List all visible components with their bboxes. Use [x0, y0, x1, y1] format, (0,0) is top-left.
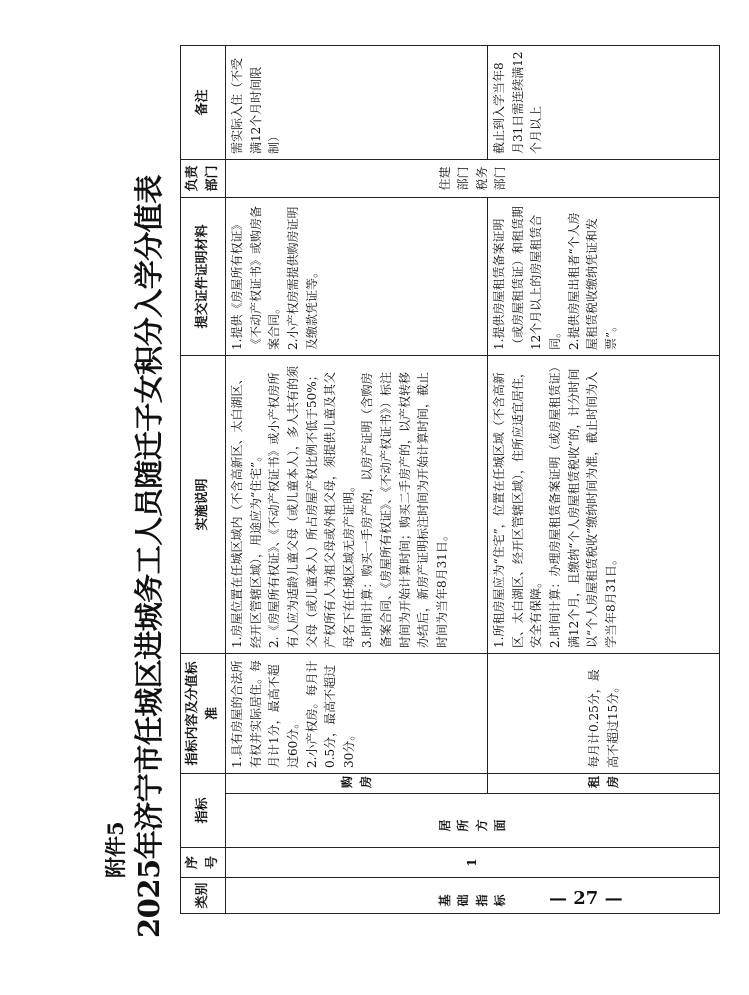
description-purchase: 1.房屋位置在任城区域内（不含高新区、太白湖区、经开区管辖区域），用途应为“住宅”。 2.《房屋所有权证》、《不动产权证书》或小产权房所有人应为适龄儿童父母（或儿童本人），多人共有的须父母（或儿童本人）所占房屋产权比例不低于50%；产权所有人为祖父母或外祖父母，须提供儿童及其父母名下在任城区域无房产证明。 3.时间计算：购买一手房产的，以房产证明（含购房备案合同、《房屋所有权证》、《不动产权证书》）标注时间为开始计算时间；购买二手房产的，以产权转移办结后，新房产证明标注时间为开始计算时间，截止时间为当年8月31日。 — [226, 355, 488, 653]
header-materials: 提交证件证明材料 — [181, 197, 226, 355]
header-remark: 备注 — [181, 45, 226, 159]
page-title: 2025年济宁市任城区进城务工人员随迁子女积分入学分值表 — [132, 175, 166, 938]
score-table — [180, 45, 720, 914]
sub-indicator-rent: 租房 — [488, 773, 720, 793]
header-seq: 序号 — [181, 848, 226, 878]
materials-purchase: 1.提供《房屋所有权证》《不动产权证书》或购房备案合同。 2.小产权房需提供购房证明及缴款凭证等。 — [226, 197, 488, 355]
header-content: 指标内容及分值标准 — [181, 653, 226, 773]
header-dept: 负责部门 — [181, 159, 226, 197]
seq-cell: 1 — [226, 848, 720, 878]
page-number: — 27 — — [549, 888, 623, 909]
sub-indicator-purchase: 购房 — [226, 773, 488, 793]
indicator-cell: 居所方面 — [226, 794, 720, 848]
content-rent: 每月计0.25分，最高不超过15分。 — [488, 653, 720, 773]
table-row-purchase — [226, 45, 488, 913]
header-category: 类别 — [181, 878, 226, 914]
description-rent: 1.所租房屋应为“住宅”，位置在任城区域（不含高新区、太白湖区、经开区管辖区域），住所应适宜居住，安全有保障。 2.时间计算：办理房屋租赁备案证明（或房屋租赁证）满12个月，且缴纳“个人房屋租赁税收”的，计分时间以“个人房屋租赁税收”缴纳时间为准，截止时间为入学当年8月31日。 — [488, 355, 720, 653]
materials-rent: 1.提供房屋租赁备案证明（或房屋租赁证）和租赁期12个月以上的房屋租赁合同。 2.提供房屋出租者“个人房屋租赁税收缴纳凭证和发票”。 — [488, 197, 720, 355]
header-description: 实施说明 — [181, 355, 226, 653]
category-cell: 基础指标 — [226, 878, 720, 914]
remark-rent: 截止到入学当年8月31日需连续满12个月以上 — [488, 45, 720, 159]
dept-cell: 住建部门 税务部门 — [226, 159, 720, 197]
score-table-frame — [180, 46, 712, 914]
annex-label: 附件5 — [103, 821, 128, 878]
content-purchase: 1.具有房屋的合法所有权并实际居住。每月计1分，最高不超过60分。 2.小产权房。每月计0.5分，最高不超过30分。 — [226, 653, 488, 773]
remark-purchase: 需实际入住（不受满12个月时间限制） — [226, 45, 488, 159]
header-indicator: 指标 — [181, 773, 226, 847]
